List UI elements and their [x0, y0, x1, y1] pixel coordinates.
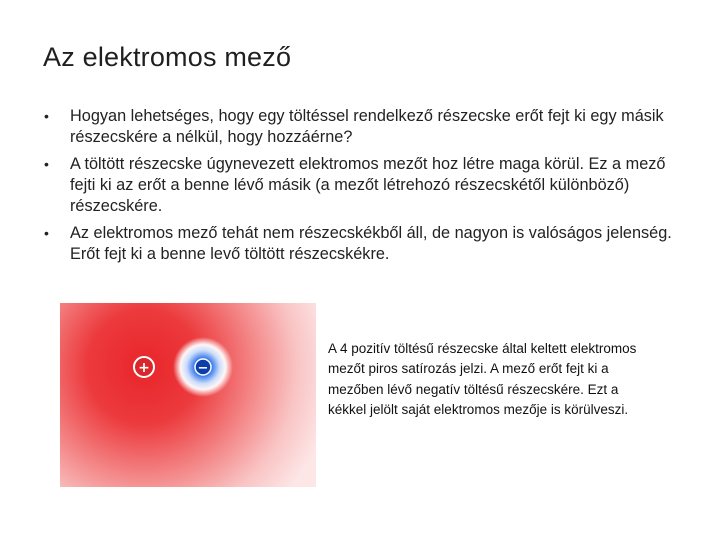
bullet-icon: • [44, 108, 49, 124]
positive-field [60, 303, 316, 487]
bullet-icon: • [44, 225, 49, 241]
list-item [44, 154, 694, 217]
list-item [44, 106, 694, 148]
negative-charge-icon [195, 359, 211, 376]
electric-field-figure [60, 303, 316, 487]
positive-charge-icon [134, 357, 154, 377]
bullet-text: Hogyan lehetséges, hogy egy töltéssel rendelkező részecske erőt fejt ki egy másik részecskére a nélkül, hogy hozzáérne? [70, 107, 664, 146]
negative-sign: − [197, 361, 209, 376]
bullet-text: Az elektromos mező tehát nem részecskékből áll, de nagyon is valóságos jelenség. Erőt fejt ki a benne levő töltött részecskékre. [70, 224, 672, 263]
page-title: Az elektromos mező [43, 42, 292, 72]
bullet-icon: • [44, 156, 49, 172]
bullet-text: A töltött részecske úgynevezett elektromos mezőt hoz létre maga körül. Ez a mező fejti ki az erőt a benne lévő másik (a mezőt létrehozó részecskétől különböző) részecskére. [70, 155, 666, 215]
figure-caption: A 4 pozitív töltésű részecske által keltett elektromos mezőt piros satírozás jelzi. A mező erőt fejt ki a mezőben lévő negatív töltésű részecskére. Ezt a kékkel jelölt saját elektromos mezője is körülveszi. [328, 341, 637, 418]
list-item [44, 223, 694, 265]
positive-sign: + [138, 360, 150, 376]
bullet-list [44, 106, 694, 271]
electric-field-image [60, 303, 316, 487]
